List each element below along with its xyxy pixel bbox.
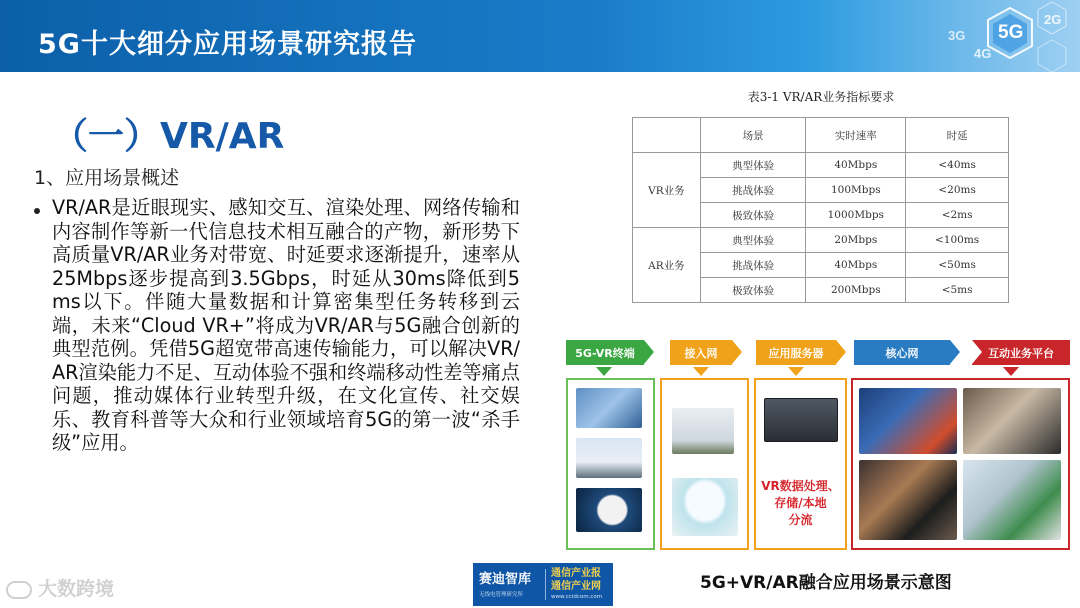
stage-5g-vr-terminal — [566, 340, 644, 365]
vr-arcade-image — [859, 460, 957, 540]
table-header-cell — [633, 118, 701, 153]
server-rack-image — [764, 398, 838, 442]
stage-label: 核心网 — [885, 346, 919, 360]
table-caption: 表3-1 VR/AR业务指标要求 — [747, 90, 895, 104]
notch-shape — [972, 340, 982, 364]
stage-label: 接入网 — [684, 346, 718, 360]
section-subheading: 1、应用场景概述 — [34, 167, 180, 189]
rate-cell: 1000Mbps — [806, 203, 906, 228]
network-label-4g: 4G — [974, 46, 992, 61]
overview-paragraph: VR/AR是近眼现实、感知交互、渲染处理、网络传输和内容制作等新一代信息技术相互融合的产物，新形势下高质量VR/AR业务对带宽、时延要求逐渐提升，速率从25Mbps逐步提高到3.5Gbps，时延从30ms降低到5ms以下。伴随大量数据和计算密集型任务转移到云端，未来“Cloud VR+”将成为VR/AR与5G融合创新的典型范例。凭借5G超宽带高速传输能力，可以解决VR/AR渲染能力不足、互动体验不强和终端移动性差等痛点问题，推动媒体行业转型升级，在文化宣传、社交娱乐、教育科普等大众和行业领域培育5G的第一波“杀手级”应用。 — [52, 196, 520, 454]
table-header-cell: 实时速率 — [806, 118, 906, 153]
group-label-ar: AR业务 — [633, 228, 701, 303]
base-station-image — [672, 408, 734, 454]
arrow-icon — [644, 340, 654, 364]
table-row — [633, 153, 1009, 178]
brand-line: 通信产业网 — [551, 581, 601, 592]
bullet-dot — [34, 208, 40, 214]
scene-cell: 极致体验 — [700, 278, 806, 303]
group-label-vr: VR业务 — [633, 153, 701, 228]
scene-cell: 挑战体验 — [700, 178, 806, 203]
rate-cell: 40Mbps — [806, 153, 906, 178]
latency-cell: <50ms — [906, 253, 1009, 278]
terminal-box — [566, 378, 655, 550]
table-header-cell: 场景 — [700, 118, 806, 153]
arrow-icon — [732, 340, 742, 364]
brand-subtitle: 无线电管理研究所 — [479, 592, 524, 598]
stage-access-network — [670, 340, 732, 365]
scene-cell: 典型体验 — [700, 228, 806, 253]
stage-core-network — [854, 340, 950, 365]
watermark-icon — [6, 581, 32, 599]
server-text-line: 分流 — [788, 513, 813, 527]
down-arrow-icon — [788, 367, 804, 376]
arrow-icon — [836, 340, 846, 364]
interactive-platform-box — [851, 378, 1070, 550]
brand-name: 赛迪智库 — [479, 572, 532, 587]
network-label-5g: 5G — [998, 22, 1024, 43]
table-row — [633, 228, 1009, 253]
latency-cell: <5ms — [906, 278, 1009, 303]
network-label-2g: 2G — [1044, 12, 1062, 27]
small-cell-image — [672, 478, 738, 536]
section-heading: （一）VR/AR — [52, 116, 285, 157]
vr-basketball-image — [859, 388, 957, 454]
drone-image — [576, 438, 642, 478]
stage-label: 互动业务平台 — [988, 346, 1054, 360]
latency-cell: <2ms — [906, 203, 1009, 228]
brand-divider — [545, 569, 546, 600]
rate-cell: 20Mbps — [806, 228, 906, 253]
table-header-cell: 时延 — [906, 118, 1009, 153]
rate-cell: 200Mbps — [806, 278, 906, 303]
app-server-box — [754, 378, 847, 550]
vr-ar-requirements-table — [632, 117, 1009, 303]
ar-tablet-image — [963, 460, 1061, 540]
access-network-box — [660, 378, 749, 550]
down-arrow-icon — [693, 367, 709, 376]
latency-cell: <40ms — [906, 153, 1009, 178]
scene-cell: 极致体验 — [700, 203, 806, 228]
server-text-line: VR数据处理、 — [761, 479, 840, 493]
scene-cell: 挑战体验 — [700, 253, 806, 278]
scene-cell: 典型体验 — [700, 153, 806, 178]
table-header-row — [633, 118, 1009, 153]
header-banner — [0, 0, 1080, 72]
vr-camera-image — [576, 488, 642, 532]
down-arrow-icon — [596, 367, 612, 376]
diagram-caption: 5G+VR/AR融合应用场景示意图 — [700, 573, 952, 593]
rate-cell: 40Mbps — [806, 253, 906, 278]
rate-cell: 100Mbps — [806, 178, 906, 203]
brand-footer — [473, 563, 613, 606]
server-text-line: 存储/本地 — [774, 496, 827, 510]
stage-interactive-platform — [972, 340, 1070, 365]
down-arrow-icon — [1003, 367, 1019, 376]
brand-line: 通信产业报 — [551, 568, 601, 579]
vr-ar-architecture-diagram — [566, 340, 1070, 555]
stage-label: 5G-VR终端 — [575, 346, 635, 360]
stage-label: 应用服务器 — [768, 346, 824, 360]
watermark-text: 大数跨境 — [38, 578, 115, 600]
brand-lines — [551, 567, 601, 593]
latency-cell: <20ms — [906, 178, 1009, 203]
network-label-3g: 3G — [948, 28, 966, 43]
latency-cell: <100ms — [906, 228, 1009, 253]
brand-url: www.ccidcom.com — [551, 594, 603, 600]
watermark-logo — [6, 574, 114, 601]
network-hexagon-graphic — [940, 0, 1080, 72]
arrow-icon — [950, 340, 960, 364]
vr-headset-image — [576, 388, 642, 428]
stage-app-server — [756, 340, 836, 365]
vr-user-image — [963, 388, 1061, 454]
report-title: 5G十大细分应用场景研究报告 — [38, 29, 417, 60]
